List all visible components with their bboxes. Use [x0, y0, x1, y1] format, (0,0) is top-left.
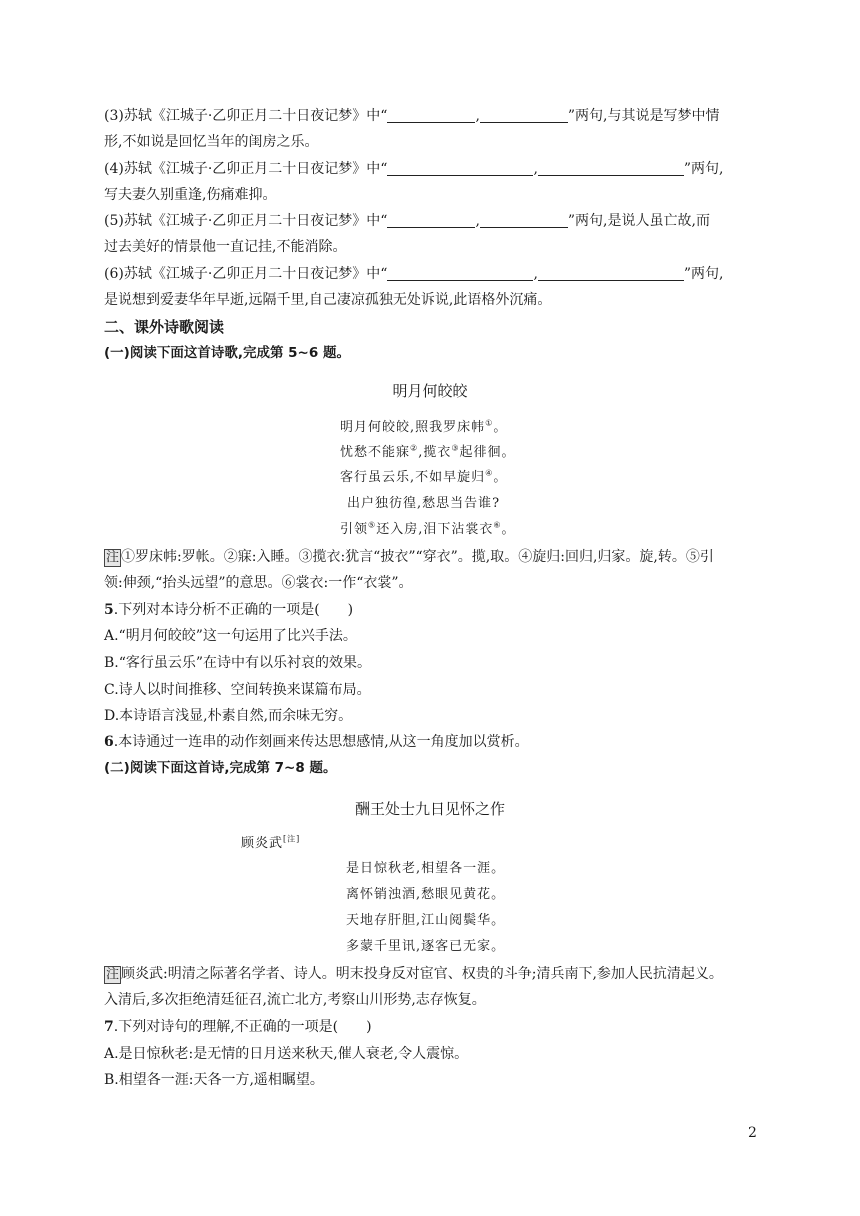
- question-stem: .本诗通过一连串的动作刻画来传达思想感情,从这一角度加以赏析。: [113, 734, 529, 750]
- note2-line-1: [104, 964, 756, 984]
- footnote-marker: [注]: [283, 834, 301, 844]
- poem1-line-5: [340, 520, 516, 540]
- section-heading: 二、课外诗歌阅读: [104, 318, 225, 336]
- q5-option-b: B.“客行虽云乐”在诗中有以乐衬哀的效果。: [104, 655, 372, 671]
- poem2-author-name: 顾炎武: [241, 836, 284, 851]
- q6-fill-prefix: (6)苏轼《江城子·乙卯正月二十日夜记梦》中“: [104, 266, 388, 282]
- q4-separator: ,: [533, 161, 538, 177]
- poem1-line-2: [340, 443, 516, 463]
- footnote-marker: ⑤: [368, 520, 377, 530]
- q6-fill-continuation: 是说想到爱妻华年早逝,远隔千里,自己凄凉孤独无处诉说,此语格外沉痛。: [104, 292, 552, 308]
- question-6: [104, 732, 756, 752]
- poem1-line-3: [340, 468, 507, 488]
- fill-question-4: [104, 159, 756, 179]
- q4-continuation: 写夫妻久别重逢,伤痛难抑。: [104, 187, 277, 203]
- question-number: 5: [104, 602, 114, 618]
- fill-question-5: [104, 211, 756, 231]
- note-tag: 注: [106, 550, 120, 565]
- poem1-line-3-end: 。: [493, 470, 508, 485]
- poem2-author: [241, 834, 300, 854]
- footnote-marker: ④: [485, 468, 494, 478]
- poem1-line-1: [340, 418, 507, 438]
- q5-option-a: A.“明月何皎皎”这一句运用了比兴手法。: [104, 628, 357, 644]
- question-stem: .下列对诗句的理解,不正确的一项是( ): [113, 1019, 372, 1035]
- note1-line-1: [104, 547, 756, 567]
- q3-blank-1[interactable]: [387, 108, 475, 123]
- q3-blank-2[interactable]: [480, 108, 568, 123]
- q5-fill-blank-1[interactable]: [387, 213, 475, 228]
- fill-question-3: [104, 106, 756, 126]
- footnote-marker: ③: [451, 443, 460, 453]
- poem1-line-5-text-b: 还入房,泪下沾裳衣: [376, 522, 494, 537]
- poem1-line-4: 出户独彷徨,愁思当告谁?: [347, 496, 501, 511]
- part2-instruction: (二)阅读下面这首诗,完成第 7~8 题。: [104, 760, 337, 776]
- note-tag: 注: [106, 967, 120, 982]
- poem1-line-5-end: 。: [501, 522, 516, 537]
- note2-line-2: 入清后,多次拒绝清廷征召,流亡北方,考察山川形势,志存恢复。: [104, 992, 486, 1008]
- q7-option-a: A.是日惊秋老:是无情的日月送来秋天,催人衰老,令人震惊。: [104, 1046, 469, 1062]
- footnote-marker: ①: [485, 418, 494, 428]
- q7-option-b: B.相望各一涯:天各一方,遥相瞩望。: [104, 1072, 324, 1088]
- q4-suffix: ”两句,: [683, 161, 724, 177]
- q3-prefix: (3)苏轼《江城子·乙卯正月二十日夜记梦》中“: [104, 108, 388, 124]
- note2-text: 顾炎武:明清之际著名学者、诗人。明末投身反对宦官、权贵的斗争;清兵南下,参加人民抗清起义。: [121, 966, 723, 982]
- poem2-line-2: 离怀销浊酒,愁眼见黄花。: [346, 887, 506, 902]
- question-stem: .下列对本诗分析不正确的一项是( ): [113, 602, 354, 618]
- poem1-line-2-text-a: 忧愁不能寐: [340, 445, 411, 460]
- poem1-title: 明月何皎皎: [392, 382, 468, 400]
- q5-fill-separator: ,: [475, 213, 480, 229]
- q5-option-c: C.诗人以时间推移、空间转换来谋篇布局。: [104, 682, 371, 698]
- q3-suffix: ”两句,与其说是写梦中情: [567, 108, 720, 124]
- poem2-line-1: 是日惊秋老,相望各一涯。: [346, 861, 506, 876]
- poem1-line-1-end: 。: [493, 420, 508, 435]
- q6-fill-separator: ,: [533, 266, 538, 282]
- question-5: [104, 600, 756, 620]
- page-number: 2: [748, 1125, 757, 1141]
- poem1-line-2-text-b: ,揽衣: [418, 445, 452, 460]
- fill-question-6: [104, 264, 756, 284]
- q4-blank-2[interactable]: [538, 161, 684, 176]
- q6-fill-suffix: ”两句,: [683, 266, 724, 282]
- q4-blank-1[interactable]: [387, 161, 533, 176]
- q6-fill-blank-1[interactable]: [387, 266, 533, 281]
- poem2-line-3: 天地存肝胆,江山阅鬓华。: [346, 913, 506, 928]
- q5-fill-continuation: 过去美好的情景他一直记挂,不能消除。: [104, 239, 347, 255]
- question-number: 6: [104, 734, 114, 750]
- poem1-line-1-text: 明月何皎皎,照我罗床帏: [340, 420, 486, 435]
- q3-continuation: 形,不如说是回忆当年的闺房之乐。: [104, 134, 319, 150]
- question-7: [104, 1017, 756, 1037]
- part1-instruction: (一)阅读下面这首诗歌,完成第 5~6 题。: [104, 345, 350, 361]
- poem2-line-4: 多蒙千里讯,逐客已无家。: [346, 939, 506, 954]
- q5-option-d: D.本诗语言浅显,朴素自然,而余味无穷。: [104, 708, 353, 724]
- poem2-title: 酬王处士九日见怀之作: [354, 800, 505, 818]
- q4-prefix: (4)苏轼《江城子·乙卯正月二十日夜记梦》中“: [104, 161, 388, 177]
- note1-text: ①罗床帏:罗帐。②寐:入睡。③揽衣:犹言“披衣”“穿衣”。揽,取。④旋归:回归,归家。旋,转。⑤引: [121, 549, 714, 565]
- question-number: 7: [104, 1019, 114, 1035]
- poem1-line-2-text-c: 起徘徊。: [459, 445, 516, 460]
- q5-fill-prefix: (5)苏轼《江城子·乙卯正月二十日夜记梦》中“: [104, 213, 388, 229]
- note1-line-2: 领:伸颈,“抬头远望”的意思。⑥裳衣:一作“衣裳”。: [104, 575, 413, 591]
- q6-fill-blank-2[interactable]: [538, 266, 684, 281]
- q3-separator: ,: [475, 108, 480, 124]
- poem1-line-3-text: 客行虽云乐,不如早旋归: [340, 470, 486, 485]
- poem1-line-5-text-a: 引领: [340, 522, 369, 537]
- footnote-marker: ②: [410, 443, 419, 453]
- footnote-marker: ⑥: [493, 520, 502, 530]
- q5-fill-suffix: ”两句,是说人虽亡故,而: [567, 213, 710, 229]
- q5-fill-blank-2[interactable]: [480, 213, 568, 228]
